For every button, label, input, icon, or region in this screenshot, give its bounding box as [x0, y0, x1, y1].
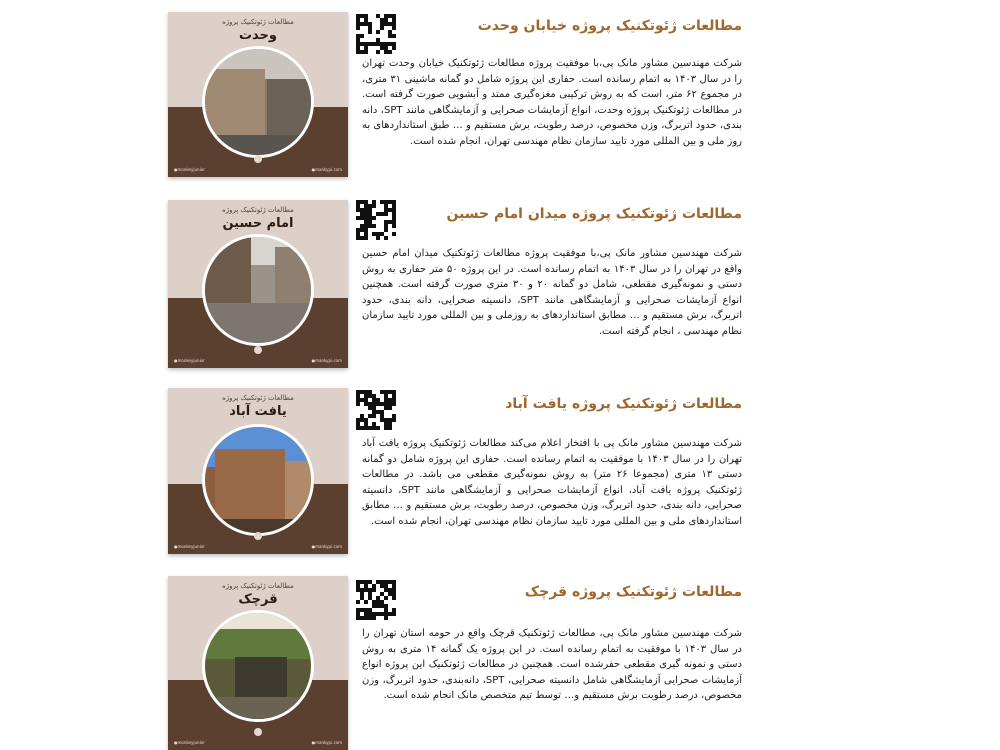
card-footer-left: ● monkeyjunior: [174, 167, 205, 172]
project-imam-hossein: [168, 200, 748, 370]
card-footer-right: ● mankypi.com: [312, 544, 342, 549]
project-card-image: [168, 388, 348, 554]
card-footer-right: ● mankypi.com: [312, 358, 342, 363]
project-qarchak: [168, 576, 748, 750]
card-project-name: وحدت: [238, 28, 278, 43]
qr-code-icon[interactable]: [356, 200, 396, 240]
project-title: مطالعات ژئوتکنیک پروژه میدان امام حسین: [446, 206, 742, 222]
project-card-image: [168, 576, 348, 750]
card-footer-right: ● mankypi.com: [312, 740, 342, 745]
project-description: شرکت مهندسین مشاور مانک پی، مطالعات ژئوتکنیک قرچک واقع در حومه استان تهران را در سال ۱۴۰۳ با موفقیت به اتمام رسانده است. در این پروژه یک گمانه ۱۴ متری به روش دستی و نمونه گیری مقطعی حفرشده است. همچنین در مطالعات ژئوتکنیک این پروژه انواع آزمایشات صحرایی آزمایشگاهی شامل دانسیته صحرایی، SPT، دانه‌بندی، حدود اتربرگ، وزن مخصوص، درصد رطوبت برش مستقیم و… توسط تیم متخصص مانک انجام شده است.: [362, 628, 742, 701]
card-footer-left: ● monkeyjunior: [174, 358, 205, 363]
card-project-name: قرچک: [238, 592, 278, 607]
card-subtitle: مطالعات ژئوتکنیک پروژه: [222, 394, 294, 402]
project-title: مطالعات ژئوتکنیک پروژه قرچک: [524, 584, 742, 600]
project-card-image: [168, 12, 348, 177]
qr-code-icon[interactable]: [356, 14, 396, 54]
card-footer-left: ● monkeyjunior: [174, 740, 205, 745]
company-logo-icon: [254, 532, 262, 540]
project-description: شرکت مهندسین مشاور مانک پی،با موفقیت پروژه مطالعات ژئوتکنیک میدان امام حسین واقع در تهران را در سال ۱۴۰۳ به اتمام رسانده است. در این پروژه ۵۰ متر حفاری به روش دستی و نمونه‌گیری مقطعی، شامل دو گمانه ۲۰ و ۳۰ متری صورت گرفته است. همچنین انواع آزمایشات صحرایی و آزمایشگاهی مانند SPT، دانسیته صحرایی، دانه بندی، حدود اتربرگ، برش مستقیم و … مطابق استانداردهای به روزملی و بین المللی مورد تایید سازمان نظام مهندسی ، انجام گرفته است.: [362, 248, 743, 337]
card-subtitle: مطالعات ژئوتکنیک پروژه: [222, 206, 294, 214]
card-project-name: یافت آباد: [229, 404, 287, 419]
project-yaftabad: [168, 388, 748, 556]
project-photo: [202, 610, 314, 722]
company-logo-icon: [254, 155, 262, 163]
project-card-image: [168, 200, 348, 368]
card-footer-left: ● monkeyjunior: [174, 544, 205, 549]
card-footer-right: ● mankypi.com: [312, 167, 342, 172]
project-title: مطالعات ژئوتکنیک پروژه خیابان وحدت: [477, 18, 742, 34]
card-project-name: امام حسین: [222, 216, 294, 231]
project-photo: [202, 234, 314, 346]
company-logo-icon: [254, 346, 262, 354]
qr-code-icon[interactable]: [356, 580, 396, 620]
project-vahdat: [168, 12, 748, 180]
company-logo-icon: [254, 728, 262, 736]
project-title: مطالعات ژئوتکنیک پروژه یافت آباد: [505, 396, 742, 412]
qr-code-icon[interactable]: [356, 390, 396, 430]
project-description: شرکت مهندسین مشاور مانک پی با افتخار اعلام می‌کند مطالعات ژئوتکنیک پروژه یافت آباد تهران را در سال ۱۴۰۳ با موفقیت به اتمام رسانده است. حفاری این پروژه شامل دو گمانه دستی ۱۳ متری (مجموعا ۲۶ متر) به روش نمونه‌گیری مقطعی می باشد. در مطالعات ژئوتکنیک پروژه یافت آباد، انواع آزمایشات صحرایی و آزمایشگاهی مانند SPT، دانسیته صحرایی، دانه بندی، حدود اتربرگ، وزن مخصوص، درصد رطوبت، برش مستقیم و … مطابق استانداردهای ملی و بین المللی مورد تایید سازمان نظام مهندسی تهران، انجام شده است.: [362, 438, 742, 527]
card-subtitle: مطالعات ژئوتکنیک پروژه: [222, 18, 294, 26]
project-photo: [202, 424, 314, 536]
project-description: شرکت مهندسین مشاور مانک پی،با موفقیت پروژه مطالعات ژئوتکنیک خیابان وحدت تهران را در سال ۱۴۰۳ به اتمام رسانده است. حفاری این پروژه شامل دو گمانه ماشینی ۳۱ متری، در مجموع ۶۲ متر، است که به روش ترکیبی مغزه‌گیری ممتد و آبشویی صورت گرفته است. در مطالعات ژئوتکنیک پروژه وحدت، انواع آزمایشات صحرایی و آزمایشگاهی مانند SPT، دانه بندی، حدود اتربرگ، وزن مخصوص، درصد رطوبت، برش مستقیم و … طبق استانداردهای به روز ملی و بین المللی مورد تایید سازمان نظام مهندسی تهران، انجام شده است.: [362, 58, 742, 147]
card-subtitle: مطالعات ژئوتکنیک پروژه: [222, 582, 294, 590]
project-photo: [202, 46, 314, 158]
